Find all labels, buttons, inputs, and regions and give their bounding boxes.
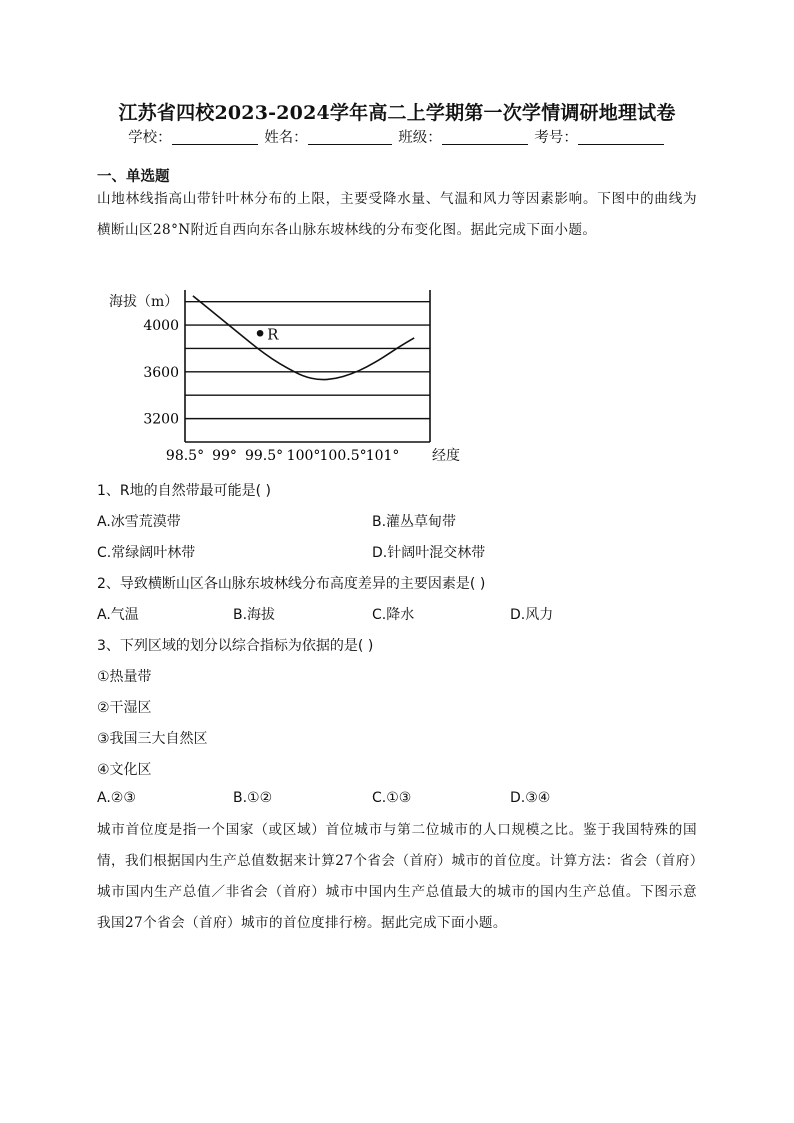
q3-item-3: ③我国三大自然区 [97,731,208,747]
q3-item-2: ②干湿区 [97,700,152,716]
q3-item-1: ①热量带 [97,669,152,685]
q1-option-b[interactable]: B.灌丛草甸带 [372,514,457,530]
q1-option-a[interactable]: A.冰雪荒漠带 [97,514,181,530]
y-axis-label: 海拔（m） [109,294,179,310]
name-blank[interactable] [308,128,392,145]
school-blank[interactable] [172,128,258,145]
q3-item-4: ④文化区 [97,762,152,778]
question-3-stem: 3、下列区域的划分以综合指标为依据的是( ) [97,638,374,654]
y-tick-label: 3600 [143,364,179,381]
q3-option-a[interactable]: A.②③ [97,790,136,806]
q3-option-b[interactable]: B.①② [233,790,273,806]
x-tick-label: 100° [286,448,321,464]
q2-option-c[interactable]: C.降水 [372,607,415,623]
page-title: 江苏省四校2023-2024学年高二上学期第一次学情调研地理试卷 [118,102,676,124]
q2-option-a[interactable]: A.气温 [97,607,139,623]
q3-option-d[interactable]: D.③④ [510,790,551,806]
x-tick-label: 100.5° [319,448,367,464]
x-axis-label: 经度 [432,448,460,464]
exam-number-label: 考号： [534,130,578,146]
point-r-label: R [267,325,279,344]
question-1-stem: 1、R地的自然带最可能是( ) [97,483,272,499]
x-tick-label: 101° [365,448,400,464]
y-tick-label: 4000 [143,318,179,335]
question-2-stem: 2、导致横断山区各山脉东坡林线分布高度差异的主要因素是( ) [97,576,486,592]
treeline-curve [193,296,414,380]
name-label: 姓名： [264,130,308,146]
q2-option-d[interactable]: D.风力 [510,607,554,623]
class-label: 班级： [398,130,442,146]
class-blank[interactable] [442,128,528,145]
exam-number-blank[interactable] [578,128,664,145]
x-tick-label: 98.5° [165,448,205,464]
x-tick-label: 99° [212,448,237,464]
x-tick-label: 99.5° [244,448,284,464]
passage-treeline: 山地林线指高山带针叶林分布的上限，主要受降水量、气温和风力等因素影响。下图中的曲线为横断山区28°N附近自西向东各山脉东坡林线的分布变化图。据此完成下面小题。 [97,191,697,238]
q2-option-b[interactable]: B.海拔 [233,607,276,623]
point-r-marker [257,330,264,337]
treeline-chart [105,280,465,470]
section-heading: 一、单选题 [97,169,170,185]
y-tick-label: 3200 [143,411,179,428]
school-label: 学校： [128,130,172,146]
q1-option-c[interactable]: C.常绿阔叶林带 [97,545,196,561]
q1-option-d[interactable]: D.针阔叶混交林带 [372,545,486,561]
chart-grid [185,290,430,442]
q3-option-c[interactable]: C.①③ [372,790,412,806]
passage-primacy: 城市首位度是指一个国家（或区域）首位城市与第二位城市的人口规模之比。鉴于我国特殊的国情，我们根据国内生产总值数据来计算27个省会（首府）城市的首位度。计算方法：省会（首府）城市国内生产总值／非省会（首府）城市中国内生产总值最大的城市的国内生产总值。下图示意我国27个省会（首府）城市的首位度排行榜。据此完成下面小题。 [97,822,697,931]
student-info-line [0,126,794,147]
